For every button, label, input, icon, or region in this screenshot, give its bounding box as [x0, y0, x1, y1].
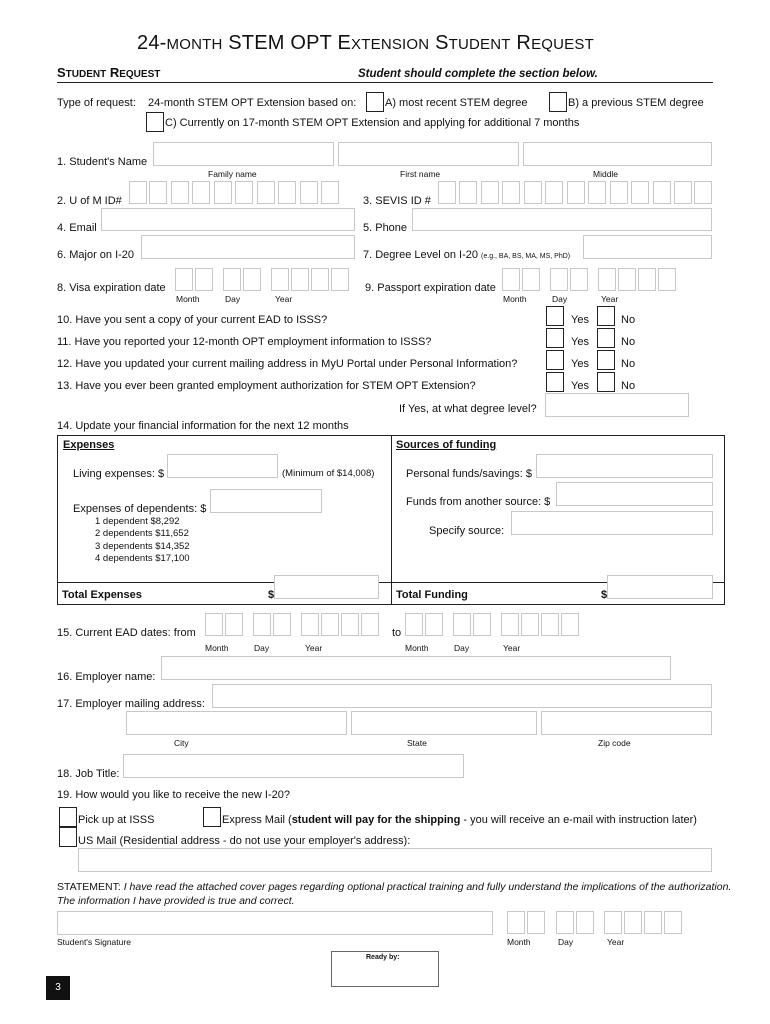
option-b-label: B) a previous STEM degree [568, 97, 704, 109]
ead-from-digit[interactable] [321, 613, 339, 636]
ead-to-year-caption: Year [503, 643, 521, 653]
signature-date-digit[interactable] [664, 911, 682, 934]
no-label: No [621, 314, 636, 326]
total-funding-input[interactable] [607, 575, 713, 599]
ead-to-month-caption: Month [405, 643, 429, 653]
funding-header: Sources of funding [396, 439, 497, 451]
passport-date-digit[interactable] [502, 268, 520, 291]
ead-from-digit[interactable] [205, 613, 223, 636]
pickup-checkbox[interactable] [59, 807, 77, 827]
option-b-checkbox[interactable] [549, 92, 567, 112]
visa-date-digit[interactable] [243, 268, 261, 291]
employer-street-input[interactable] [212, 684, 712, 708]
q10-no-checkbox[interactable] [597, 306, 615, 326]
section-note: Student should complete the section below. [358, 68, 598, 80]
yes-label: Yes [571, 358, 589, 370]
q5-label: 5. Phone [363, 222, 408, 234]
q10-label: 10. Have you sent a copy of your current EAD to ISSS? [57, 314, 328, 326]
option-c-label: C) Currently on 17-month STEM OPT Extension and applying for additional 7 months [165, 117, 580, 129]
residential-address-input[interactable] [78, 848, 712, 872]
q13-no-checkbox[interactable] [597, 372, 615, 392]
sevis-id-digit[interactable] [674, 181, 692, 204]
sevis-id-digit[interactable] [588, 181, 606, 204]
q13-followup-label: If Yes, at what degree level? [399, 403, 537, 415]
umn-id-digit[interactable] [321, 181, 339, 204]
option-a-checkbox[interactable] [366, 92, 384, 112]
total-expenses-label: Total Expenses [62, 589, 142, 601]
first-name-input[interactable] [338, 142, 519, 166]
visa-date-digit[interactable] [223, 268, 241, 291]
q14-label: 14. Update your financial information for the next 12 months [57, 420, 349, 432]
umn-id-digit[interactable] [235, 181, 253, 204]
city-caption: City [174, 738, 189, 748]
sevis-id-digit[interactable] [610, 181, 628, 204]
q16-label: 16. Employer name: [57, 671, 156, 683]
ead-to-digit[interactable] [561, 613, 579, 636]
option-c-checkbox[interactable] [146, 112, 164, 132]
q10-yes-checkbox[interactable] [546, 306, 564, 326]
umn-id-digit[interactable] [278, 181, 296, 204]
ready-by-label: Ready by: [366, 954, 400, 961]
employer-name-input[interactable] [161, 656, 671, 680]
signature-date-digit[interactable] [507, 911, 525, 934]
express-mail-checkbox[interactable] [203, 807, 221, 827]
another-source-input[interactable] [556, 482, 713, 506]
expenses-header: Expenses [63, 439, 115, 451]
q8-label: 8. Visa expiration date [57, 282, 166, 294]
no-label: No [621, 336, 636, 348]
umn-id-digit[interactable] [257, 181, 275, 204]
ead-to-digit[interactable] [521, 613, 539, 636]
section-divider [57, 82, 713, 83]
umn-id-digit[interactable] [129, 181, 147, 204]
total-funding-dollar: $ [601, 589, 608, 601]
ead-from-digit[interactable] [225, 613, 243, 636]
passport-date-digit[interactable] [658, 268, 676, 291]
total-expenses-dollar: $ [268, 589, 275, 601]
q1-label: 1. Student's Name [57, 156, 148, 168]
visa-year-caption: Year [275, 294, 293, 304]
job-title-input[interactable] [123, 754, 464, 778]
q2-label: 2. U of M ID# [57, 195, 122, 207]
signature-date-digit[interactable] [527, 911, 545, 934]
sevis-id-digit[interactable] [502, 181, 520, 204]
passport-year-caption: Year [601, 294, 619, 304]
q19-label: 19. How would you like to receive the new I-20? [57, 789, 290, 801]
visa-month-caption: Month [176, 294, 200, 304]
ead-to-digit[interactable] [501, 613, 519, 636]
ead-to-digit[interactable] [405, 613, 423, 636]
ead-from-digit[interactable] [301, 613, 319, 636]
request-label: Type of request: [57, 97, 136, 109]
sevis-id-digit[interactable] [567, 181, 585, 204]
visa-date-digit[interactable] [271, 268, 289, 291]
statement-text: STATEMENT: I have read the attached cover pages regarding optional practical training and fully understand the implications of the authorization. [57, 881, 732, 893]
q11-no-checkbox[interactable] [597, 328, 615, 348]
ead-from-day-caption: Day [254, 643, 270, 653]
passport-date-digit[interactable] [618, 268, 636, 291]
dependents-label: Expenses of dependents: $ [73, 503, 207, 515]
signature-date-digit[interactable] [576, 911, 594, 934]
ead-to-day-caption: Day [454, 643, 470, 653]
q9-label: 9. Passport expiration date [365, 282, 496, 294]
specify-source-label: Specify source: [429, 525, 505, 537]
living-expenses-label: Living expenses: $ [73, 468, 165, 480]
employer-state-input[interactable] [351, 711, 537, 735]
financial-divider [391, 435, 392, 605]
dependents-rate-3: 3 dependents $14,352 [95, 541, 190, 552]
no-label: No [621, 358, 636, 370]
visa-date-digit[interactable] [195, 268, 213, 291]
degree-level-followup-input[interactable] [545, 393, 689, 417]
employer-zip-input[interactable] [541, 711, 712, 735]
ead-to-digit[interactable] [425, 613, 443, 636]
visa-date-digit[interactable] [311, 268, 329, 291]
passport-date-digit[interactable] [638, 268, 656, 291]
request-based-on: 24-month STEM OPT Extension based on: [148, 97, 357, 109]
ead-to-label: to [392, 627, 402, 639]
living-expenses-input[interactable] [167, 454, 278, 478]
dependents-rate-4: 4 dependents $17,100 [95, 553, 190, 564]
phone-input[interactable] [412, 208, 712, 231]
signature-date-digit[interactable] [604, 911, 622, 934]
us-mail-label: US Mail (Residential address - do not use your employer's address): [78, 835, 411, 847]
visa-date-digit[interactable] [331, 268, 349, 291]
q11-label: 11. Have you reported your 12-month OPT employment information to ISSS? [57, 336, 432, 348]
q17-label: 17. Employer mailing address: [57, 698, 205, 710]
passport-date-digit[interactable] [550, 268, 568, 291]
passport-date-digit[interactable] [598, 268, 616, 291]
ead-to-digit[interactable] [541, 613, 559, 636]
signature-day-caption: Day [558, 937, 574, 947]
dependents-input[interactable] [210, 489, 322, 513]
sevis-id-digit[interactable] [438, 181, 456, 204]
passport-date-digit[interactable] [522, 268, 540, 291]
q7-label: 7. Degree Level on I-20 (e.g., BA, BS, MA, MS, PhD) [363, 249, 571, 261]
umn-id-digit[interactable] [192, 181, 210, 204]
visa-date-digit[interactable] [291, 268, 309, 291]
employer-city-input[interactable] [126, 711, 347, 735]
sevis-id-digit[interactable] [481, 181, 499, 204]
ead-from-digit[interactable] [361, 613, 379, 636]
yes-label: Yes [571, 336, 589, 348]
umn-id-digit[interactable] [300, 181, 318, 204]
signature-month-caption: Month [507, 937, 531, 947]
middle-name-input[interactable] [523, 142, 712, 166]
email-input[interactable] [101, 208, 355, 231]
specify-source-input[interactable] [511, 511, 713, 535]
q13-label: 13. Have you ever been granted employment authorization for STEM OPT Extension? [57, 380, 476, 392]
total-expenses-input[interactable] [274, 575, 379, 599]
q15-label: 15. Current EAD dates: from [57, 627, 196, 639]
q18-label: 18. Job Title: [57, 768, 120, 780]
ead-from-year-caption: Year [305, 643, 323, 653]
minimum-note: (Minimum of $14,008) [282, 468, 375, 479]
q13-yes-checkbox[interactable] [546, 372, 564, 392]
zip-caption: Zip code [598, 738, 631, 748]
sevis-id-digit[interactable] [459, 181, 477, 204]
personal-funds-input[interactable] [536, 454, 713, 478]
q3-label: 3. SEVIS ID # [363, 195, 431, 207]
signature-date-digit[interactable] [556, 911, 574, 934]
dependents-rate-2: 2 dependents $11,652 [95, 528, 189, 539]
family-name-input[interactable] [153, 142, 334, 166]
yes-label: Yes [571, 380, 589, 392]
signature-input[interactable] [57, 911, 493, 935]
ead-from-month-caption: Month [205, 643, 229, 653]
signature-year-caption: Year [607, 937, 625, 947]
ead-to-digit[interactable] [453, 613, 471, 636]
statement-text-2: The information I have provided is true and correct. [57, 895, 295, 907]
sevis-id-digit[interactable] [524, 181, 542, 204]
passport-month-caption: Month [503, 294, 527, 304]
option-a-label: A) most recent STEM degree [385, 97, 528, 109]
q6-label: 6. Major on I-20 [57, 249, 135, 261]
yes-label: Yes [571, 314, 589, 326]
us-mail-checkbox[interactable] [59, 827, 77, 847]
section-heading: STUDENT REQUEST [57, 65, 161, 80]
personal-funds-label: Personal funds/savings: $ [406, 468, 532, 480]
first-name-caption: First name [400, 169, 441, 179]
passport-day-caption: Day [552, 294, 568, 304]
signature-date-digit[interactable] [624, 911, 642, 934]
signature-caption: Student's Signature [57, 937, 131, 947]
another-source-label: Funds from another source: $ [406, 496, 551, 508]
major-input[interactable] [141, 235, 355, 259]
sevis-id-digit[interactable] [545, 181, 563, 204]
umn-id-digit[interactable] [171, 181, 189, 204]
signature-date-digit[interactable] [644, 911, 662, 934]
no-label: No [621, 380, 636, 392]
sevis-id-digit[interactable] [694, 181, 712, 204]
pickup-label: Pick up at ISSS [78, 814, 155, 826]
umn-id-digit[interactable] [149, 181, 167, 204]
ead-from-digit[interactable] [253, 613, 271, 636]
dependents-rate-1: 1 dependent $8,292 [95, 516, 180, 527]
sevis-id-digit[interactable] [631, 181, 649, 204]
q11-yes-checkbox[interactable] [546, 328, 564, 348]
degree-level-input[interactable] [583, 235, 712, 259]
ead-from-digit[interactable] [341, 613, 359, 636]
q12-label: 12. Have you updated your current mailing address in MyU Portal under Personal Information? [57, 358, 518, 370]
visa-date-digit[interactable] [175, 268, 193, 291]
passport-date-digit[interactable] [570, 268, 588, 291]
form-title: 24-MONTH STEM OPT EXTENSION STUDENT REQUEST [137, 32, 594, 54]
umn-id-digit[interactable] [214, 181, 232, 204]
state-caption: State [407, 738, 427, 748]
express-mail-label: Express Mail (student will pay for the shipping - you will receive an e-mail with instruction later) [222, 814, 697, 826]
ead-to-digit[interactable] [473, 613, 491, 636]
total-funding-label: Total Funding [396, 589, 468, 601]
ead-from-digit[interactable] [273, 613, 291, 636]
visa-day-caption: Day [225, 294, 241, 304]
family-name-caption: Family name [208, 169, 257, 179]
q12-no-checkbox[interactable] [597, 350, 615, 370]
middle-name-caption: Middle [593, 169, 619, 179]
sevis-id-digit[interactable] [653, 181, 671, 204]
page-number: 3 [46, 976, 70, 1000]
q4-label: 4. Email [57, 222, 97, 234]
q12-yes-checkbox[interactable] [546, 350, 564, 370]
